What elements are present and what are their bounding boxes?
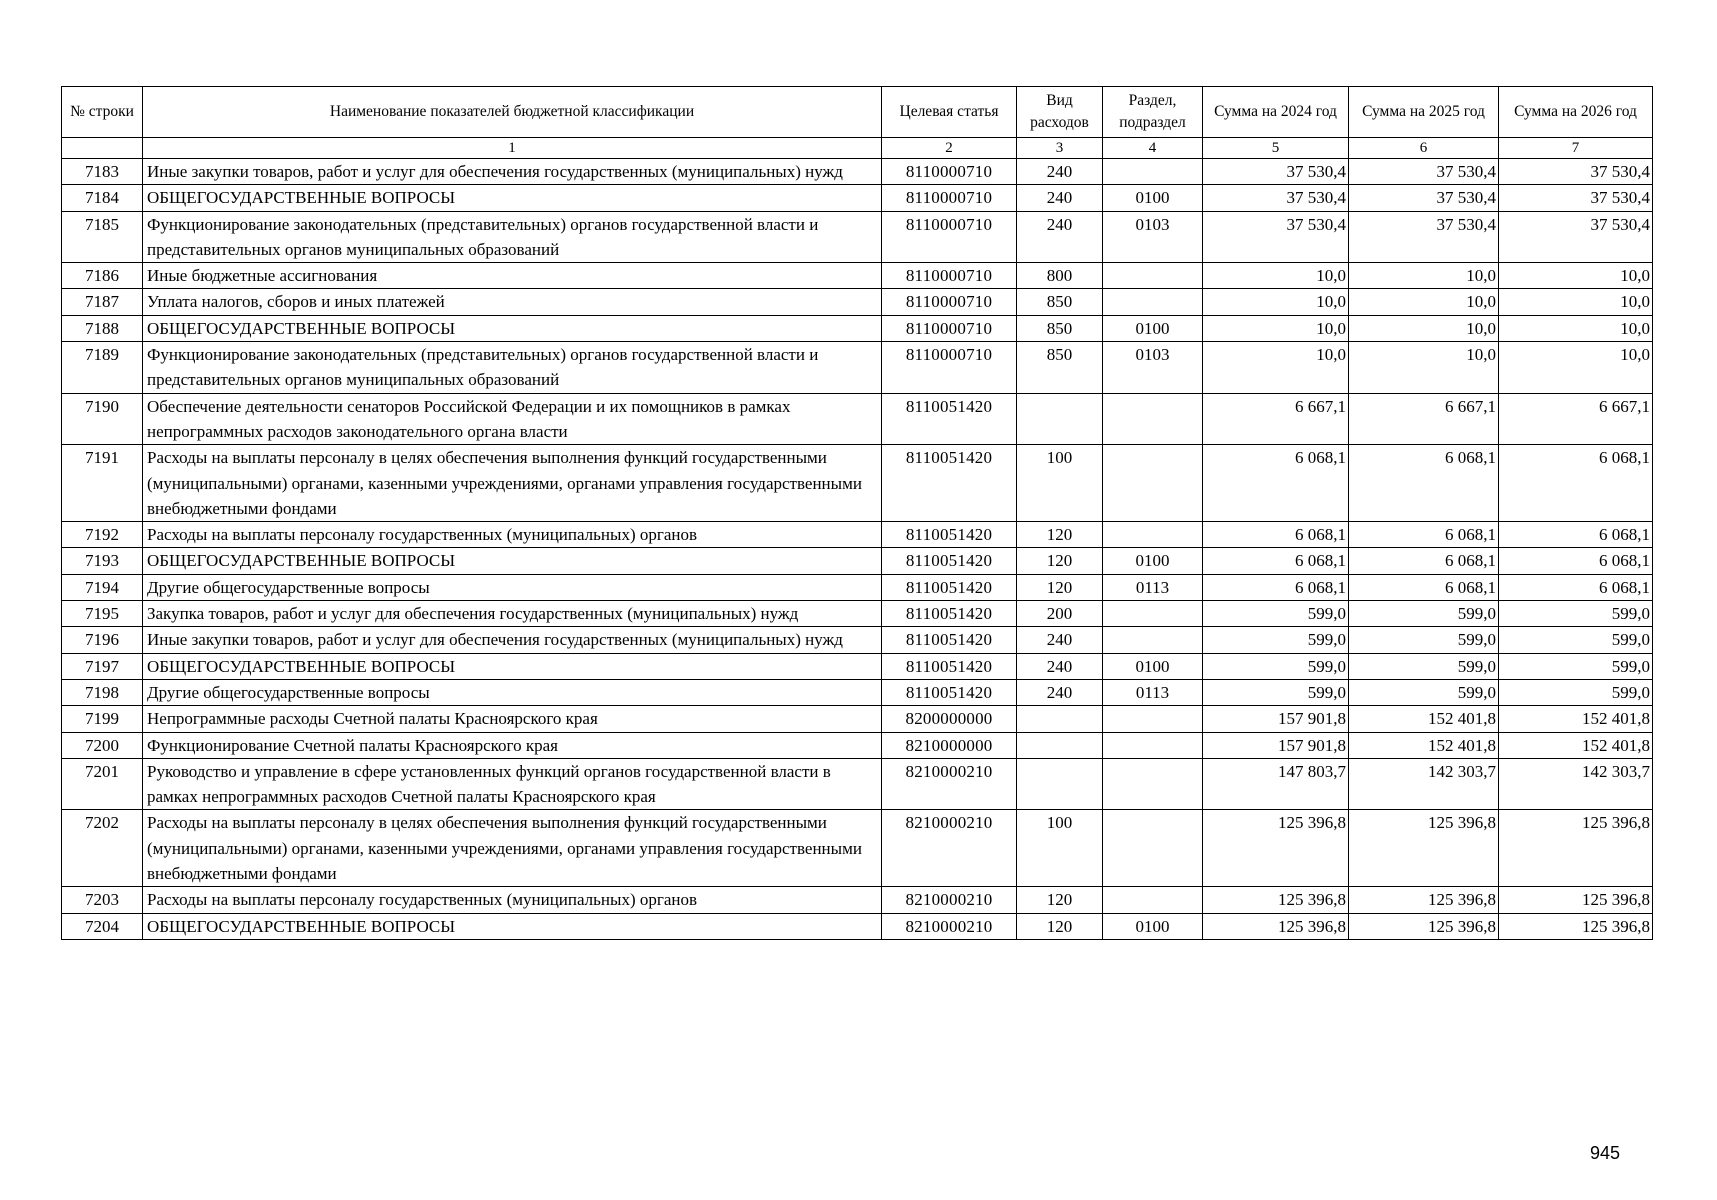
sum-2024-cell: 599,0: [1203, 627, 1349, 653]
sum-2024-cell: 10,0: [1203, 263, 1349, 289]
target-article-cell: 8110051420: [882, 627, 1017, 653]
sum-2024-cell: 599,0: [1203, 601, 1349, 627]
sum-2026-cell: 152 401,8: [1499, 732, 1653, 758]
row-number-cell: 7199: [62, 706, 143, 732]
sum-2025-cell: 599,0: [1349, 627, 1499, 653]
sum-2026-cell: 599,0: [1499, 627, 1653, 653]
expense-type-cell: 120: [1017, 522, 1103, 548]
table-row: [62, 601, 1653, 627]
page-number: 945: [1590, 1143, 1621, 1163]
sum-2026-cell: 6 068,1: [1499, 522, 1653, 548]
target-article-cell: 8110000710: [882, 342, 1017, 394]
indicator-name-cell: Руководство и управление в сфере установленных функций органов государственной власти в рамках непрограммных расходов Счетной палаты Красноярского края: [143, 758, 882, 810]
target-article-cell: 8110051420: [882, 548, 1017, 574]
sum-2025-cell: 37 530,4: [1349, 159, 1499, 185]
indicator-name-cell: Закупка товаров, работ и услуг для обеспечения государственных (муниципальных) нужд: [143, 601, 882, 627]
row-number-cell: 7192: [62, 522, 143, 548]
sum-2025-cell: 599,0: [1349, 679, 1499, 705]
section-cell: 0100: [1103, 653, 1203, 679]
row-number-cell: 7200: [62, 732, 143, 758]
sum-2025-cell: 125 396,8: [1349, 887, 1499, 913]
sum-2024-cell: 125 396,8: [1203, 810, 1349, 887]
expense-type-cell: 100: [1017, 445, 1103, 522]
table-row: [62, 211, 1653, 263]
section-cell: [1103, 393, 1203, 445]
section-cell: [1103, 706, 1203, 732]
section-cell: [1103, 601, 1203, 627]
expense-type-cell: 850: [1017, 342, 1103, 394]
sum-2025-cell: 6 068,1: [1349, 445, 1499, 522]
column-number: 4: [1103, 138, 1203, 159]
section-cell: [1103, 522, 1203, 548]
sum-2026-cell: 10,0: [1499, 289, 1653, 315]
sum-2026-cell: 37 530,4: [1499, 211, 1653, 263]
sum-2026-cell: 599,0: [1499, 679, 1653, 705]
indicator-name-cell: Обеспечение деятельности сенаторов Российской Федерации и их помощников в рамках непрограммных расходов законодательного органа власти: [143, 393, 882, 445]
expense-type-cell: [1017, 393, 1103, 445]
row-number-cell: 7198: [62, 679, 143, 705]
indicator-name-cell: Уплата налогов, сборов и иных платежей: [143, 289, 882, 315]
header-razdel: Раздел, подраздел: [1103, 87, 1203, 138]
row-number-cell: 7201: [62, 758, 143, 810]
sum-2024-cell: 125 396,8: [1203, 887, 1349, 913]
section-cell: [1103, 887, 1203, 913]
table-row: [62, 679, 1653, 705]
section-cell: 0103: [1103, 211, 1203, 263]
table-row: [62, 732, 1653, 758]
row-number-cell: 7189: [62, 342, 143, 394]
expense-type-cell: 850: [1017, 289, 1103, 315]
table-row: [62, 653, 1653, 679]
column-number: 1: [143, 138, 882, 159]
indicator-name-cell: Другие общегосударственные вопросы: [143, 679, 882, 705]
row-number-cell: 7204: [62, 913, 143, 939]
table-row: [62, 342, 1653, 394]
column-number: [62, 138, 143, 159]
sum-2024-cell: 147 803,7: [1203, 758, 1349, 810]
sum-2026-cell: 125 396,8: [1499, 887, 1653, 913]
section-cell: [1103, 758, 1203, 810]
header-sum-2025: Сумма на 2025 год: [1349, 87, 1499, 138]
sum-2024-cell: 10,0: [1203, 315, 1349, 341]
column-number: 6: [1349, 138, 1499, 159]
table-row: [62, 289, 1653, 315]
sum-2026-cell: 152 401,8: [1499, 706, 1653, 732]
row-number-cell: 7188: [62, 315, 143, 341]
indicator-name-cell: Расходы на выплаты персоналу государственных (муниципальных) органов: [143, 887, 882, 913]
sum-2026-cell: 6 068,1: [1499, 548, 1653, 574]
indicator-name-cell: ОБЩЕГОСУДАРСТВЕННЫЕ ВОПРОСЫ: [143, 548, 882, 574]
sum-2025-cell: 10,0: [1349, 289, 1499, 315]
table-row: [62, 445, 1653, 522]
section-cell: [1103, 732, 1203, 758]
section-cell: 0113: [1103, 574, 1203, 600]
section-cell: [1103, 627, 1203, 653]
table-row: [62, 913, 1653, 939]
sum-2026-cell: 6 068,1: [1499, 445, 1653, 522]
expense-type-cell: 240: [1017, 679, 1103, 705]
target-article-cell: 8110051420: [882, 653, 1017, 679]
column-number: 3: [1017, 138, 1103, 159]
indicator-name-cell: Функционирование законодательных (представительных) органов государственной власти и представительных органов муниципальных образований: [143, 342, 882, 394]
column-number: 5: [1203, 138, 1349, 159]
sum-2025-cell: 125 396,8: [1349, 913, 1499, 939]
sum-2024-cell: 6 068,1: [1203, 445, 1349, 522]
sum-2026-cell: 37 530,4: [1499, 159, 1653, 185]
target-article-cell: 8210000000: [882, 732, 1017, 758]
expense-type-cell: [1017, 758, 1103, 810]
section-cell: [1103, 289, 1203, 315]
target-article-cell: 8210000210: [882, 887, 1017, 913]
table-row: [62, 627, 1653, 653]
expense-type-cell: [1017, 706, 1103, 732]
row-number-cell: 7196: [62, 627, 143, 653]
target-article-cell: 8110051420: [882, 601, 1017, 627]
indicator-name-cell: ОБЩЕГОСУДАРСТВЕННЫЕ ВОПРОСЫ: [143, 185, 882, 211]
section-cell: [1103, 810, 1203, 887]
sum-2026-cell: 10,0: [1499, 342, 1653, 394]
row-number-cell: 7184: [62, 185, 143, 211]
table-row: [62, 810, 1653, 887]
row-number-cell: 7202: [62, 810, 143, 887]
section-cell: [1103, 445, 1203, 522]
target-article-cell: 8110051420: [882, 393, 1017, 445]
budget-table-container: [61, 86, 1652, 940]
sum-2024-cell: 6 068,1: [1203, 548, 1349, 574]
expense-type-cell: 240: [1017, 185, 1103, 211]
column-number-row: [62, 138, 1653, 159]
sum-2026-cell: 37 530,4: [1499, 185, 1653, 211]
sum-2024-cell: 37 530,4: [1203, 185, 1349, 211]
indicator-name-cell: Иные закупки товаров, работ и услуг для обеспечения государственных (муниципальных) нужд: [143, 159, 882, 185]
sum-2024-cell: 10,0: [1203, 289, 1349, 315]
sum-2024-cell: 10,0: [1203, 342, 1349, 394]
target-article-cell: 8210000210: [882, 810, 1017, 887]
target-article-cell: 8110051420: [882, 574, 1017, 600]
sum-2026-cell: 142 303,7: [1499, 758, 1653, 810]
sum-2025-cell: 10,0: [1349, 342, 1499, 394]
table-row: [62, 887, 1653, 913]
sum-2026-cell: 125 396,8: [1499, 810, 1653, 887]
column-number: 7: [1499, 138, 1653, 159]
header-vid: Вид расходов: [1017, 87, 1103, 138]
section-cell: 0100: [1103, 185, 1203, 211]
row-number-cell: 7187: [62, 289, 143, 315]
row-number-cell: 7203: [62, 887, 143, 913]
row-number-cell: 7183: [62, 159, 143, 185]
indicator-name-cell: ОБЩЕГОСУДАРСТВЕННЫЕ ВОПРОСЫ: [143, 913, 882, 939]
header-sum-2024: Сумма на 2024 год: [1203, 87, 1349, 138]
target-article-cell: 8110051420: [882, 445, 1017, 522]
sum-2024-cell: 599,0: [1203, 679, 1349, 705]
sum-2024-cell: 37 530,4: [1203, 159, 1349, 185]
header-row: [62, 87, 1653, 138]
table-row: [62, 758, 1653, 810]
table-body: [62, 159, 1653, 940]
row-number-cell: 7186: [62, 263, 143, 289]
section-cell: 0113: [1103, 679, 1203, 705]
table-row: [62, 574, 1653, 600]
sum-2026-cell: 599,0: [1499, 601, 1653, 627]
expense-type-cell: 240: [1017, 159, 1103, 185]
sum-2026-cell: 6 068,1: [1499, 574, 1653, 600]
indicator-name-cell: Иные закупки товаров, работ и услуг для обеспечения государственных (муниципальных) нужд: [143, 627, 882, 653]
sum-2024-cell: 6 068,1: [1203, 574, 1349, 600]
target-article-cell: 8110000710: [882, 185, 1017, 211]
header-sum-2026: Сумма на 2026 год: [1499, 87, 1653, 138]
column-number: 2: [882, 138, 1017, 159]
target-article-cell: 8200000000: [882, 706, 1017, 732]
section-cell: 0100: [1103, 548, 1203, 574]
table-row: [62, 159, 1653, 185]
row-number-cell: 7191: [62, 445, 143, 522]
indicator-name-cell: ОБЩЕГОСУДАРСТВЕННЫЕ ВОПРОСЫ: [143, 315, 882, 341]
sum-2024-cell: 157 901,8: [1203, 706, 1349, 732]
header-row-no: № строки: [62, 87, 143, 138]
target-article-cell: 8110000710: [882, 211, 1017, 263]
expense-type-cell: 120: [1017, 574, 1103, 600]
row-number-cell: 7190: [62, 393, 143, 445]
indicator-name-cell: Функционирование законодательных (представительных) органов государственной власти и представительных органов муниципальных образований: [143, 211, 882, 263]
table-row: [62, 315, 1653, 341]
sum-2024-cell: 6 068,1: [1203, 522, 1349, 548]
section-cell: 0103: [1103, 342, 1203, 394]
sum-2024-cell: 599,0: [1203, 653, 1349, 679]
section-cell: [1103, 159, 1203, 185]
sum-2026-cell: 6 667,1: [1499, 393, 1653, 445]
indicator-name-cell: Расходы на выплаты персоналу государственных (муниципальных) органов: [143, 522, 882, 548]
expense-type-cell: 100: [1017, 810, 1103, 887]
row-number-cell: 7185: [62, 211, 143, 263]
target-article-cell: 8210000210: [882, 913, 1017, 939]
sum-2025-cell: 10,0: [1349, 263, 1499, 289]
sum-2025-cell: 152 401,8: [1349, 706, 1499, 732]
table-row: [62, 522, 1653, 548]
target-article-cell: 8110000710: [882, 263, 1017, 289]
expense-type-cell: 120: [1017, 548, 1103, 574]
expense-type-cell: 800: [1017, 263, 1103, 289]
header-name: Наименование показателей бюджетной классификации: [143, 87, 882, 138]
expense-type-cell: 240: [1017, 211, 1103, 263]
row-number-cell: 7195: [62, 601, 143, 627]
sum-2025-cell: 6 068,1: [1349, 522, 1499, 548]
sum-2026-cell: 10,0: [1499, 315, 1653, 341]
sum-2025-cell: 6 667,1: [1349, 393, 1499, 445]
indicator-name-cell: Расходы на выплаты персоналу в целях обеспечения выполнения функций государственными (муниципальными) органами, казенными учреждениями, органами управления государственными внебюджетными фондами: [143, 445, 882, 522]
sum-2026-cell: 10,0: [1499, 263, 1653, 289]
table-row: [62, 706, 1653, 732]
table-row: [62, 263, 1653, 289]
sum-2025-cell: 6 068,1: [1349, 548, 1499, 574]
table-row: [62, 548, 1653, 574]
sum-2024-cell: 37 530,4: [1203, 211, 1349, 263]
sum-2024-cell: 6 667,1: [1203, 393, 1349, 445]
header-target: Целевая статья: [882, 87, 1017, 138]
sum-2025-cell: 37 530,4: [1349, 211, 1499, 263]
table-row: [62, 185, 1653, 211]
expense-type-cell: 120: [1017, 913, 1103, 939]
sum-2025-cell: 37 530,4: [1349, 185, 1499, 211]
table-row: [62, 393, 1653, 445]
section-cell: 0100: [1103, 315, 1203, 341]
expense-type-cell: 200: [1017, 601, 1103, 627]
sum-2025-cell: 142 303,7: [1349, 758, 1499, 810]
expense-type-cell: 240: [1017, 627, 1103, 653]
sum-2025-cell: 10,0: [1349, 315, 1499, 341]
target-article-cell: 8210000210: [882, 758, 1017, 810]
sum-2026-cell: 125 396,8: [1499, 913, 1653, 939]
section-cell: [1103, 263, 1203, 289]
target-article-cell: 8110000710: [882, 315, 1017, 341]
target-article-cell: 8110051420: [882, 679, 1017, 705]
indicator-name-cell: Иные бюджетные ассигнования: [143, 263, 882, 289]
expense-type-cell: [1017, 732, 1103, 758]
expense-type-cell: 850: [1017, 315, 1103, 341]
sum-2024-cell: 157 901,8: [1203, 732, 1349, 758]
indicator-name-cell: Функционирование Счетной палаты Красноярского края: [143, 732, 882, 758]
sum-2025-cell: 6 068,1: [1349, 574, 1499, 600]
indicator-name-cell: ОБЩЕГОСУДАРСТВЕННЫЕ ВОПРОСЫ: [143, 653, 882, 679]
section-cell: 0100: [1103, 913, 1203, 939]
sum-2025-cell: 152 401,8: [1349, 732, 1499, 758]
target-article-cell: 8110000710: [882, 289, 1017, 315]
budget-classification-table: [61, 86, 1653, 940]
expense-type-cell: 120: [1017, 887, 1103, 913]
row-number-cell: 7193: [62, 548, 143, 574]
sum-2026-cell: 599,0: [1499, 653, 1653, 679]
sum-2025-cell: 125 396,8: [1349, 810, 1499, 887]
expense-type-cell: 240: [1017, 653, 1103, 679]
sum-2025-cell: 599,0: [1349, 601, 1499, 627]
indicator-name-cell: Другие общегосударственные вопросы: [143, 574, 882, 600]
indicator-name-cell: Непрограммные расходы Счетной палаты Красноярского края: [143, 706, 882, 732]
indicator-name-cell: Расходы на выплаты персоналу в целях обеспечения выполнения функций государственными (муниципальными) органами, казенными учреждениями, органами управления государственными внебюджетными фондами: [143, 810, 882, 887]
row-number-cell: 7194: [62, 574, 143, 600]
sum-2025-cell: 599,0: [1349, 653, 1499, 679]
sum-2024-cell: 125 396,8: [1203, 913, 1349, 939]
target-article-cell: 8110051420: [882, 522, 1017, 548]
target-article-cell: 8110000710: [882, 159, 1017, 185]
row-number-cell: 7197: [62, 653, 143, 679]
